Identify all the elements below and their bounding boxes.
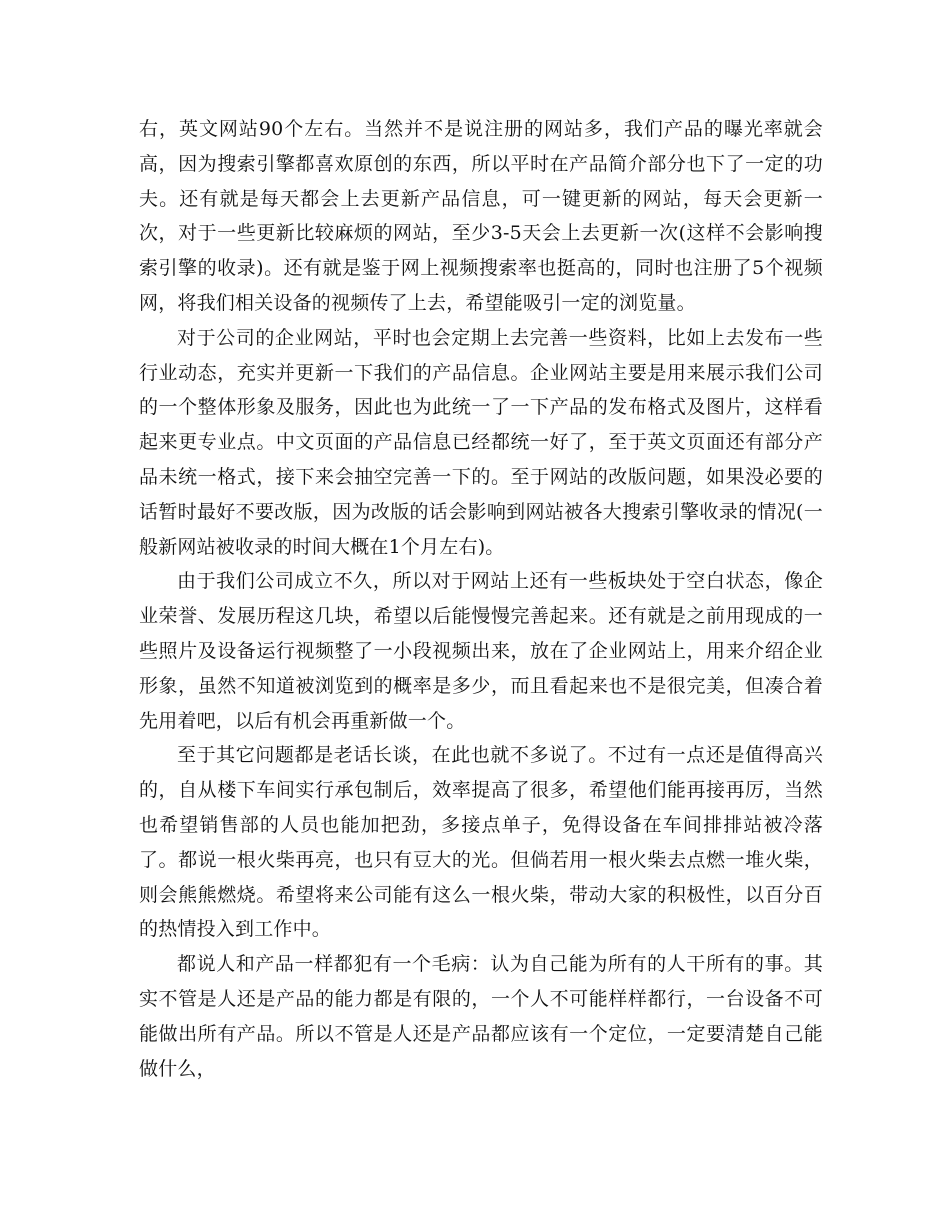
- paragraph: 至于其它问题都是老话长谈，在此也就不多说了。不过有一点还是值得高兴的，自从楼下车间实行承包制后，效率提高了很多，希望他们能再接再厉，当然也希望销售部的人员也能加把劲，多接点单子，免得设备在车间排排站被冷落了。都说一根火柴再亮，也只有豆大的光。但倘若用一根火柴去点燃一堆火柴，则会熊熊燃烧。希望将来公司能有这么一根火柴，带动大家的积极性，以百分百的热情投入到工作中。: [139, 744, 823, 941]
- paragraph: 对于公司的企业网站，平时也会定期上去完善一些资料，比如上去发布一些行业动态，充实并更新一下我们的产品信息。企业网站主要是用来展示我们公司的一个整体形象及服务，因此也为此统一了一下产品的发布格式及图片，这样看起来更专业点。中文页面的产品信息已经都统一好了，至于英文页面还有部分产品未统一格式，接下来会抽空完善一下的。至于网站的改版问题，如果没必要的话暂时最好不要改版，因为改版的话会影响到网站被各大搜索引擎收录的情况(一般新网站被收录的时间大概在1个月左右)。: [139, 326, 823, 558]
- paragraph: 由于我们公司成立不久，所以对于网站上还有一些板块处于空白状态，像企业荣誉、发展历程这几块，希望以后能慢慢完善起来。还有就是之前用现成的一些照片及设备运行视频整了一小段视频出来，放在了企业网站上，用来介绍企业形象，虽然不知道被浏览到的概率是多少，而且看起来也不是很完美，但凑合着先用着吧，以后有机会再重新做一个。: [139, 570, 823, 732]
- paragraph: 都说人和产品一样都犯有一个毛病：认为自己能为所有的人干所有的事。其实不管是人还是产品的能力都是有限的，一个人不可能样样都行，一台设备不可能做出所有产品。所以不管是人还是产品都应该有一个定位，一定要清楚自己能做什么，: [139, 953, 823, 1080]
- document-body: [139, 112, 823, 1086]
- paragraph: 右，英文网站90个左右。当然并不是说注册的网站多，我们产品的曝光率就会高，因为搜索引擎都喜欢原创的东西，所以平时在产品简介部分也下了一定的功夫。还有就是每天都会上去更新产品信息，可一键更新的网站，每天会更新一次，对于一些更新比较麻烦的网站，至少3-5天会上去更新一次(这样不会影响搜索引擎的收录)。还有就是鉴于网上视频搜索率也挺高的，同时也注册了5个视频网，将我们相关设备的视频传了上去，希望能吸引一定的浏览量。: [139, 118, 823, 314]
